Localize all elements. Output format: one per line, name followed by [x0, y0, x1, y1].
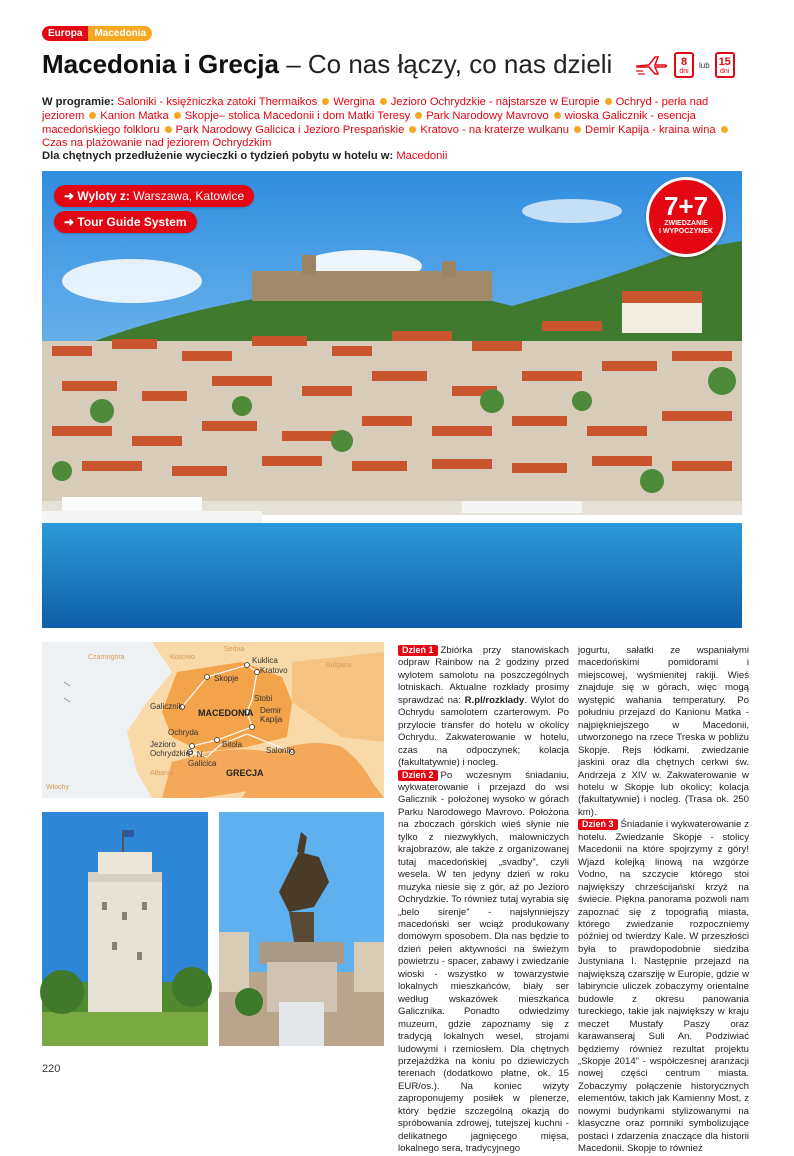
day-text: Zbiórka przy stanowiskach odpraw Rainbow na 2 godziny przed wylotem samolotu na poszczególnych lotniskach. Aktualne rozkłady prosimy sprawdzać na:	[398, 645, 569, 706]
bullet-dot-icon	[721, 126, 728, 133]
breadcrumb-tags	[42, 26, 152, 41]
plane-icon	[635, 54, 669, 76]
bullet-dot-icon	[380, 98, 387, 105]
photo-alexander-statue	[219, 812, 384, 1046]
bullet-dot-icon	[165, 126, 172, 133]
program-item: Park Narodowy Mavrovo	[426, 109, 549, 122]
map-country-label: Bulgaria	[326, 662, 352, 669]
itinerary-day	[398, 645, 569, 770]
route-map	[42, 642, 384, 798]
white-tower-illustration	[42, 812, 208, 1046]
day-text: jogurtu, sałatki ze wspaniałymi macedońskimi pomidorami i miejscowej, wyśmienitej rakiji. Wieś znajduje się w górach, więc mogą występić wahania temperatury. Po południu przejazd do Kanionu Matka - najpiękniejszego w Macedonii, utworzonego na rzece Treska w pobliżu Skopje. Rejs łódkami, zwiedzanie jaskini oraz dla chętnych cerkwi św. Andrzeja z XIV w. Zakwaterowanie w hotelu w Skopje lub okolicy; kolacja (fakultatywnie) i nocleg. (Trasa ok. 250 km).	[578, 645, 749, 818]
days-long: 15	[718, 56, 731, 68]
page-title	[42, 48, 612, 80]
map-city-label: Jezioro Ochrydzkie	[150, 740, 191, 758]
program-item: wioska Galicznik - esencja macedońskiego folkloru	[42, 109, 696, 136]
statue-illustration	[219, 812, 384, 1046]
map-city-label: Demir Kapija	[260, 706, 283, 724]
program-item: Czas na plażowanie nad jeziorem Ochrydzkim	[42, 137, 272, 150]
itinerary-day-continued	[578, 645, 749, 819]
itinerary-column-2	[578, 645, 749, 1156]
badge-line-1: ZWIEDZANIE	[664, 220, 708, 227]
map-city-label: Saloniki	[266, 746, 295, 755]
day-text: Po wczesnym śniadaniu, wykwaterowanie i przejazd do wsi Galicznik - położonej wysoko w górach Parku Narodowego Mavrovo. Położona na zboczach górskich wieś słynie nie tylko z niezwykłych, malowniczych krajobrazów, ale także z organizowanej tutaj macedońskiej „svadby”, czyli wesela. W ten jedyny dzień w roku muzyka niesie się z gór, aż po Jezioro Ochrydzkie. To również tutaj wyrabia się „belo sirenje” - najsłynniejszy macedoński ser wciąż produkowany domowym sposobem. Dla nas będzie to dzień pełen aktywności na świeżym powietrzu - spacer, zabawy i zwiedzanie wioski - wszystko w towarzystwie lokalnych mieszkańców, biały ser według wskazówek mieszkańca Galicznika. Ponadto odwiedzimy muzeum, gdzie zapoznamy się z tradycją lokalnych wesel, strojami ludowymi i rzemiosłem. Dla chętnych przejażdżka na koniu po dziewiczych terenach (dodatkowo płatne, ok. 15 EUR/os.). Na koniec wizyty zaproponujemy posiłek w plenerze, który będzie szczególną okazją do spróbowania zdrowej, tutejszej kuchni - delikatnego jagnięcego mięsa, lokalnego sera, tradycyjnego	[398, 769, 569, 1155]
badge-value: 7+7	[663, 191, 709, 221]
country-tag[interactable]: Macedonia	[88, 26, 152, 41]
days-unit: dni	[679, 68, 689, 75]
program-item: Wergina	[333, 96, 375, 108]
map-country-label: Albania	[150, 770, 174, 777]
flights-value: Warszawa, Katowice	[133, 189, 245, 203]
program-list	[42, 96, 747, 151]
days-short: 8	[680, 56, 688, 68]
extension-place[interactable]: Macedonii	[396, 150, 448, 162]
itinerary-day	[578, 819, 749, 1155]
day-text: Śniadanie i wykwaterowanie z hotelu. Zwiedzanie Skopje - stolicy Macedonii na które spojrzymy z góry! Wjazd kolejką linową na wzgórze Vodno, na szczycie którego stoi największy chrześcijański krzyż na świecie. Piękna panorama pozwoli nam zapoznać się z topografią miasta, którego zwiedzanie rozpoczniemy później od twierdzy Kale. W przeszłości była to prawdopodobnie siedziba Justyniana I. Następnie przejazd na największą czarsziję w Europie, gdzie w labiryncie uliczek zobaczymy orientalne budowle z okresu panowania tureckiego, takie jak największy w kraju meczet Mustafy Paszy oraz karawanseraj Suli An. Podziwiać będziemy również rezultat projektu „Skopje 2014” - współczesnej aranżacji nowej części centrum miasta. Zobaczymy połączenie historycznych elementów, takich jak Kamienny Most, z nowymi budynkami stylizowanymi na klasyczne oraz pomniki symbolizujące postaci i zdarzenia znaczące dla historii Macedonii. Skopje to również	[578, 819, 749, 1155]
hero-illustration	[42, 171, 742, 628]
bullet-dot-icon	[409, 126, 416, 133]
program-item: Jezioro Ochrydzkie - najstarsze w Europie	[390, 96, 600, 108]
itinerary-column-1	[398, 645, 569, 1156]
map-country-label: Czarnogóra	[88, 654, 125, 661]
map-city-label: Galicznik	[150, 702, 183, 711]
schedule-link[interactable]: R.pl/rozklady	[464, 694, 525, 706]
photo-white-tower	[42, 812, 208, 1046]
map-city-label: Kratovo	[260, 666, 288, 675]
day-tag: Dzień 2	[398, 770, 438, 781]
map-city-label: Bitola	[222, 740, 243, 749]
map-city-label: Ochryda	[168, 728, 199, 737]
map-city-label: Stobi	[254, 694, 273, 703]
bullet-dot-icon	[89, 112, 96, 119]
program-item: Kratovo - na kraterze wulkanu	[420, 123, 569, 136]
map-country-macedonia: MACEDONIA	[198, 708, 254, 718]
map-country-label: Kosowo	[170, 654, 195, 661]
or-label: lub	[699, 60, 710, 70]
map-country-label: Serbia	[224, 646, 245, 653]
map-city-label: P. N. Galicica	[188, 750, 217, 768]
tour-guide-button[interactable]: ➜ Tour Guide System	[54, 211, 197, 233]
day-tag: Dzień 3	[578, 819, 618, 830]
duration-info	[635, 52, 735, 78]
map-country-label: Włochy	[46, 784, 69, 791]
flights-label: ➜ Wyloty z:	[64, 189, 130, 203]
calendar-8-days-icon	[674, 52, 694, 78]
program-item: Demir Kapija - kraina wina	[585, 123, 716, 136]
badge-line-2: I WYPOCZYNEK	[658, 228, 714, 235]
bullet-dot-icon	[174, 112, 181, 119]
bullet-dot-icon	[574, 126, 581, 133]
flights-button[interactable]	[54, 185, 254, 207]
map-city-label: Skopje	[214, 674, 239, 683]
page-number: 220	[42, 1063, 61, 1075]
title-subtitle: – Co nas łączy, co nas dzieli	[278, 49, 613, 79]
days-unit: dni	[720, 68, 730, 75]
day-text: . Wylot do Ochrydu samolotem czarterowym. Po przylocie transfer do hotelu w okolicy Ochrydu. Zakwaterowanie w hotelu, czas na odpoczynek; kolacja (fakultatywnie) i nocleg.	[398, 694, 569, 769]
program-item: Skopje– stolica Macedonii i dom Matki Teresy	[184, 109, 411, 122]
program-item: Saloniki - księżniczka zatoki Thermaikos	[117, 96, 318, 108]
bullet-dot-icon	[605, 98, 612, 105]
map-country-greece: GRECJA	[226, 768, 264, 778]
region-tag[interactable]: Europa	[42, 26, 88, 41]
program-lead: W programie:	[42, 96, 115, 108]
extension-lead: Dla chętnych przedłużenie wycieczki o tydzień pobytu w hotelu w:	[42, 150, 394, 162]
map-city-label: Kuklica	[252, 656, 278, 665]
itinerary-day	[398, 770, 569, 1156]
program-item: Kanion Matka	[100, 109, 169, 122]
title-main: Macedonia i Grecja	[42, 49, 279, 79]
hero-photo-ohrid	[42, 171, 742, 628]
extension-note	[42, 150, 447, 162]
bullet-dot-icon	[322, 98, 329, 105]
calendar-15-days-icon	[715, 52, 735, 78]
program-item: Park Narodowy Galicica i Jezioro Prespańskie	[175, 123, 405, 136]
bullet-dot-icon	[554, 112, 561, 119]
sightseeing-rest-badge	[646, 177, 726, 257]
day-tag: Dzień 1	[398, 645, 438, 656]
program-item: Ochryd - perła nad jeziorem	[42, 96, 709, 122]
bullet-dot-icon	[415, 112, 422, 119]
